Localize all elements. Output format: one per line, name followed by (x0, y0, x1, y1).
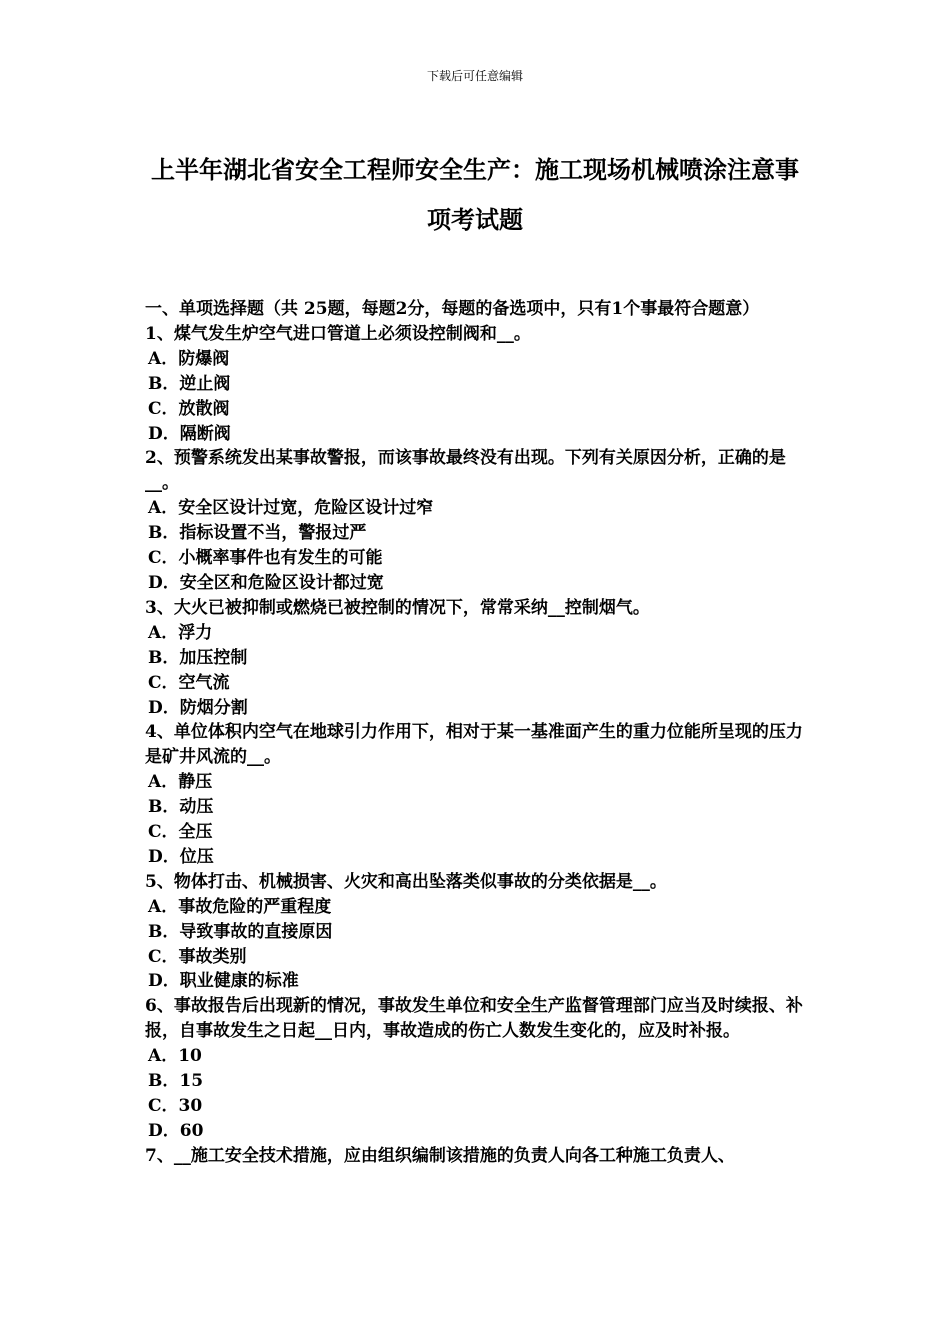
option-a: A．浮力 (148, 622, 213, 643)
question-text: 6、事故报告后出现新的情况，事故发生单位和安全生产监督管理部门应当及时续报、补报，自事故发生之日起__日内，事故造成的伤亡人数发生变化的，应及时补报。 (145, 996, 803, 1042)
question-3 (145, 596, 810, 721)
option-d: D．位压 (148, 846, 214, 867)
option-d: D．职业健康的标准 (148, 971, 299, 992)
section-heading: 一、单项选择题（共 25题，每题2分，每题的备选项中，只有1个事最符合题意） (145, 299, 760, 319)
question-7 (145, 1144, 810, 1169)
question-2 (145, 446, 810, 595)
question-text: 3、大火已被抑制或燃烧已被控制的情况下，常常采纳__控制烟气。 (145, 597, 650, 618)
option-a: A．安全区设计过宽，危险区设计过窄 (148, 498, 434, 519)
question-1 (145, 322, 810, 447)
option-b: B．逆止阀 (148, 373, 231, 394)
question-text: 1、煤气发生炉空气进口管道上必须设控制阀和__。 (145, 323, 531, 344)
document-title: 上半年湖北省安全工程师安全生产：施工现场机械喷涂注意事项考试题 (151, 155, 799, 234)
question-text: 2、预警系统发出某事故警报，而该事故最终没有出现。下列有关原因分析，正确的是__。 (145, 448, 786, 494)
option-c: C．小概率事件也有发生的可能 (148, 548, 383, 569)
question-text: 5、物体打击、机械损害、火灾和高出坠落类似事故的分类依据是__。 (145, 871, 667, 892)
question-6 (145, 994, 810, 1143)
option-a: A．静压 (148, 772, 213, 793)
option-b: B．导致事故的直接原因 (148, 921, 333, 942)
header-note: 下载后可任意编辑 (426, 69, 523, 83)
option-d: D．60 (148, 1120, 204, 1141)
option-d: D．隔断阀 (148, 423, 231, 444)
option-c: C．30 (148, 1096, 203, 1116)
question-text: 4、单位体积内空气在地球引力作用下，相对于某一基准面产生的重力位能所呈现的压力是矿井风流的__。 (145, 722, 803, 768)
option-a: A．10 (148, 1046, 202, 1067)
option-b: B．动压 (148, 797, 214, 818)
option-b: B．15 (148, 1071, 204, 1092)
question-text: 7、__施工安全技术措施，应由组织编制该措施的负责人向各工种施工负责人、 (145, 1145, 735, 1166)
option-a: A．事故危险的严重程度 (148, 896, 332, 917)
question-4 (145, 720, 810, 869)
question-5 (145, 870, 810, 995)
option-a: A．防爆阀 (148, 348, 230, 369)
option-b: B．加压控制 (148, 647, 248, 668)
option-d: D．防烟分割 (148, 697, 248, 718)
option-b: B．指标设置不当，警报过严 (148, 523, 367, 544)
option-c: C．放散阀 (148, 398, 230, 419)
option-c: C．全压 (148, 822, 213, 843)
option-d: D．安全区和危险区设计都过宽 (148, 572, 384, 593)
option-c: C．事故类别 (148, 946, 247, 967)
document-body (145, 297, 810, 1169)
option-c: C．空气流 (148, 672, 230, 693)
